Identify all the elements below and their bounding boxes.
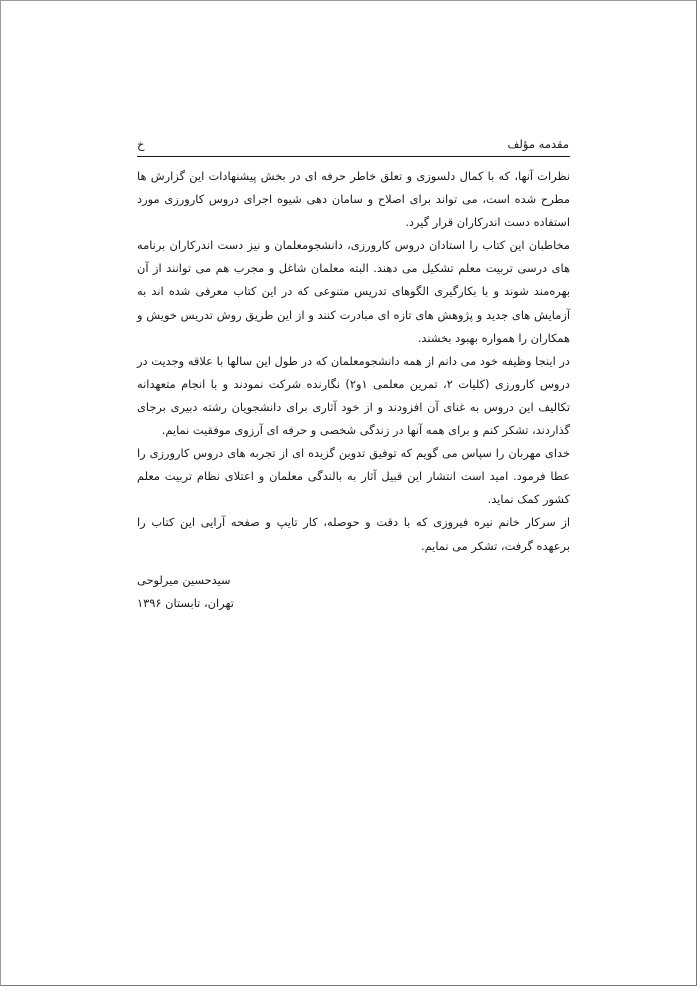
- chapter-title: مقدمه مؤلف: [507, 137, 569, 151]
- paragraph: نظرات آنها، که با کمال دلسوزی و تعلق خاطر حرفه ای در بخش پیشنهادات این گزارش ها مطرح شده است، می تواند برای اصلاح و سامان دهی شیوه اجرای دروس کارورزی مورد استفاده دست اندرکاران قرار گیرد.: [137, 169, 570, 230]
- author-name: سیدحسین میرلوحی: [137, 573, 231, 587]
- paragraph: از سرکار خانم نیره فیروزی که با دقت و حوصله، کار تایپ و صفحه آرایی این کتاب را برعهده گرفت، تشکر می نمایم.: [137, 515, 570, 553]
- signature-block: [137, 569, 234, 615]
- body-text: [137, 165, 570, 558]
- running-header: [137, 137, 569, 153]
- page-number: خ: [137, 137, 145, 151]
- paragraph: خدای مهربان را سپاس می گویم که توفیق تدوین گزیده ای از تجربه های دروس کارورزی را عطا فرمود. امید است انتشار این قبیل آثار به بالندگی معلمان و اعتلای نظام تربیت معلم کشور کمک نماید.: [137, 446, 570, 507]
- paragraph: در اینجا وظیفه خود می دانم از همه دانشجومعلمان که در طول این سالها با علاقه وجدیت در دروس کارورزی (کلیات ۲، تمرین معلمی ۱و۲) نگارنده شرکت نمودند و با انجام متعهدانه تکالیف این دروس به غنای آن افزودند و از خود آثاری برای دانشجویان رشته دبیری برجای گذاردند، تشکر کنم و برای همه آنها در زندگی شخصی و حرفه ای آرزوی موفقیت نمایم.: [137, 353, 570, 438]
- header-divider: [137, 156, 570, 157]
- paragraph: مخاطبان این کتاب را استادان دروس کارورزی، دانشجومعلمان و نیز دست اندرکاران برنامه های درسی تربیت معلم تشکیل می دهند. البته معلمان شاغل و مجرب هم می توانند از آن بهره‌مند شوند و با بکارگیری الگوهای تدریس متنوعی که در این کتاب معرفی شده اند به آزمایش های جدید و پژوهش های تازه ای مبادرت کنند و از این طریق روش تدریس خویش و همکاران را همواره بهبود بخشند.: [137, 238, 570, 345]
- place-date: تهران، تابستان ۱۳۹۶: [137, 596, 234, 610]
